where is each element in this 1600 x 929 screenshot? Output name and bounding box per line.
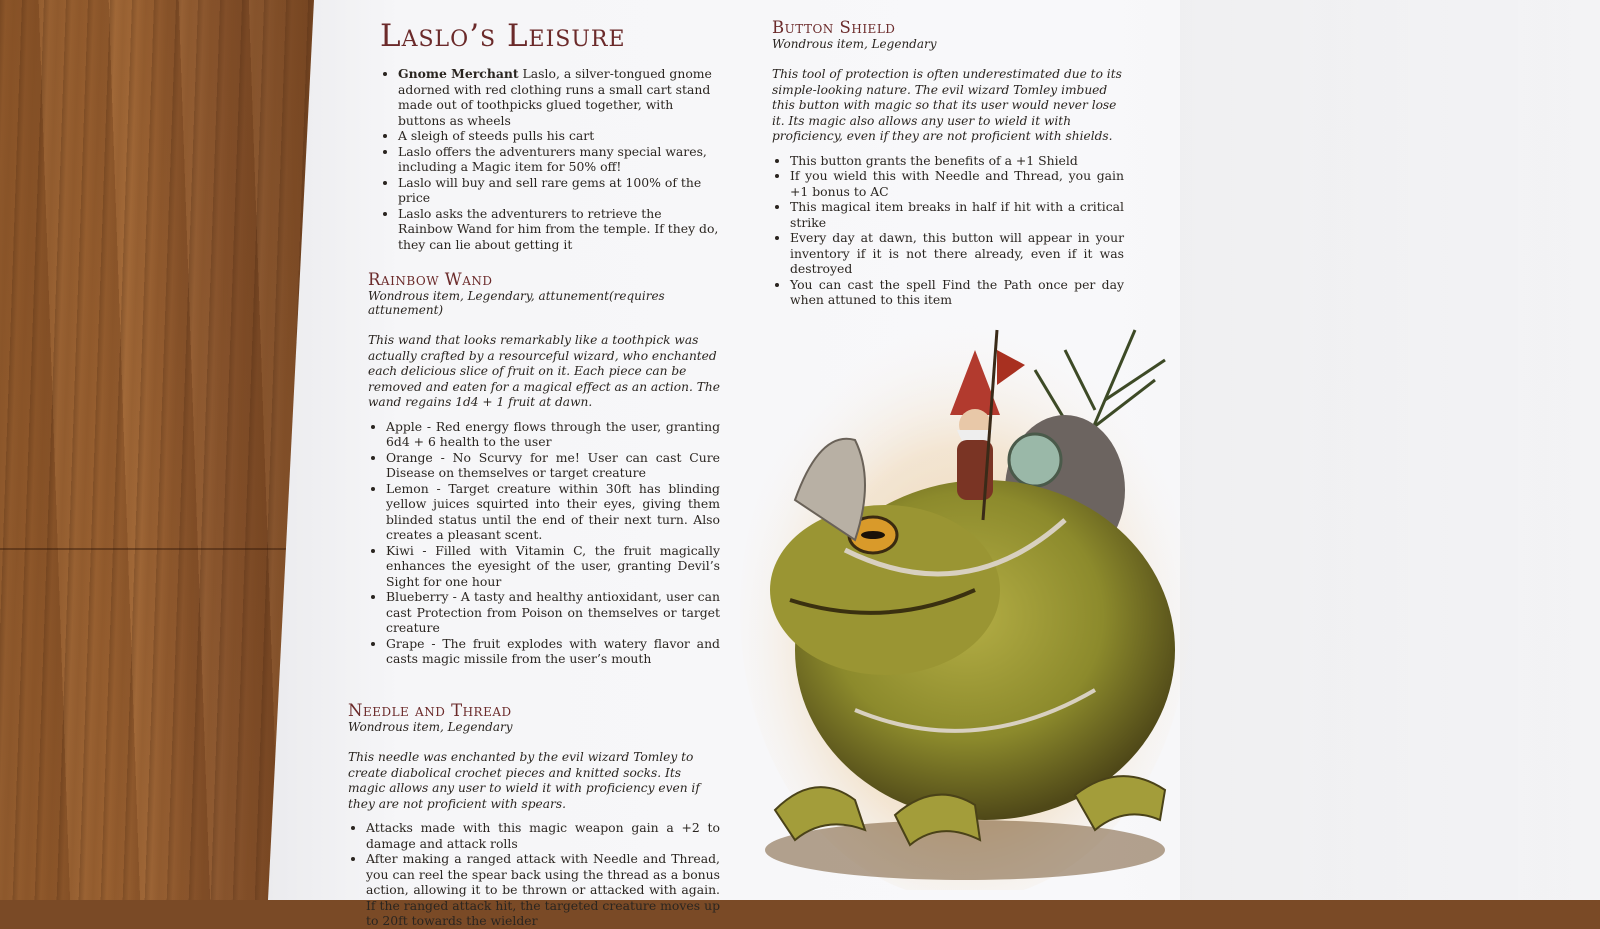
button-shield-title: Button Shield bbox=[772, 18, 896, 37]
list-item: • Attacks made with this magic weapon gain a +2 to damage and attack rolls bbox=[366, 820, 720, 851]
list-item: • Apple - Red energy flows through the user, granting 6d4 + 6 health to the user bbox=[386, 419, 720, 450]
list-item: • Laslo will buy and sell rare gems at 100% of the price bbox=[398, 175, 720, 206]
button-icon bbox=[1009, 434, 1061, 486]
page-title: Laslo’s Leisure bbox=[380, 18, 626, 54]
rainbow-wand-title: Rainbow Wand bbox=[368, 270, 493, 289]
illustration-graphic bbox=[735, 290, 1190, 890]
list-item: • Lemon - Target creature within 30ft has blinding yellow juices squirted into their eyes, giving them blinded status until the end of their next turn. Also creates a pleasant scent. bbox=[386, 481, 720, 543]
list-item: • Every day at dawn, this button will appear in your inventory if it is not there already, even if it was destroyed bbox=[790, 230, 1124, 277]
list-item: • This magical item breaks in half if hit with a critical strike bbox=[790, 199, 1124, 230]
list-item: • Kiwi - Filled with Vitamin C, the fruit magically enhances the eyesight of the user, granting Devil’s Sight for one hour bbox=[386, 543, 720, 590]
button-shield-subtitle: Wondrous item, Legendary bbox=[772, 37, 937, 51]
rainbow-wand-bullets bbox=[368, 419, 720, 667]
rainbow-wand-subtitle: Wondrous item, Legendary, attunement(requires attunement) bbox=[368, 289, 665, 317]
left-column bbox=[340, 18, 720, 929]
gnome-toad-illustration bbox=[735, 290, 1190, 890]
list-item bbox=[398, 66, 720, 128]
list-item: • You can cast the spell Find the Path once per day when attuned to this item bbox=[790, 277, 1124, 308]
rainbow-wand-section bbox=[368, 270, 720, 667]
needle-thread-description: This needle was enchanted by the evil wizard Tomley to create diabolical crochet pieces and knitted socks. Its magic allows any user to wield it with proficiency even if they are not proficient with spears. bbox=[348, 749, 700, 811]
wooden-table bbox=[0, 0, 320, 900]
list-item: • After making a ranged attack with Needle and Thread, you can reel the spear back using the thread as a bonus action, allowing it to be thrown or attacked with again. If the ranged attack hit, the targeted creature moves up to 20ft towards the wielder bbox=[366, 851, 720, 929]
rainbow-wand-description: This wand that looks remarkably like a toothpick was actually crafted by a resourceful wizard, who enchanted each delicious slice of fruit on it. Each piece can be removed and eaten for a magical effect as an action. The wand regains 1d4 + 1 fruit at dawn. bbox=[368, 333, 720, 410]
button-shield-description: This tool of protection is often underestimated due to its simple-looking nature. The evil wizard Tomley imbued this button with magic so that its user would never lose it. Its magic also allows any user to wield it with proficiency, even if they are not proficient with shields. bbox=[772, 67, 1122, 144]
list-item: • Blueberry - A tasty and healthy antioxidant, user can cast Protection from Poison on themselves or target creature bbox=[386, 589, 720, 636]
bullet-lead: Gnome Merchant bbox=[398, 66, 519, 81]
needle-thread-section bbox=[348, 701, 720, 929]
list-item: • Grape - The fruit explodes with watery flavor and casts magic missile from the user’s mouth bbox=[386, 636, 720, 667]
needle-thread-subtitle: Wondrous item, Legendary bbox=[348, 719, 513, 734]
list-item: • Orange - No Scurvy for me! User can cast Cure Disease on themselves or target creature bbox=[386, 450, 720, 481]
list-item: • This button grants the benefits of a +1 Shield bbox=[790, 153, 1124, 169]
list-item: • A sleigh of steeds pulls his cart bbox=[398, 128, 720, 144]
list-item: • Laslo asks the adventurers to retrieve the Rainbow Wand for him from the temple. If they do, they can lie about getting it bbox=[398, 206, 720, 253]
list-item: • Laslo offers the adventurers many special wares, including a Magic item for 50% off! bbox=[398, 144, 720, 175]
needle-thread-title: Needle and Thread bbox=[348, 700, 512, 720]
page-shading bbox=[1180, 0, 1600, 900]
needle-thread-bullets bbox=[348, 820, 720, 929]
list-item: • If you wield this with Needle and Thread, you gain +1 bonus to AC bbox=[790, 168, 1124, 199]
button-shield-bullets bbox=[772, 153, 1124, 308]
toad-pupil bbox=[861, 531, 885, 539]
bullet-text: Laslo, a silver-tongued gnome adorned with red clothing runs a small cart stand made out of toothpicks glued together, with buttons as wheels bbox=[398, 66, 712, 128]
right-column bbox=[772, 18, 1124, 308]
table-seam bbox=[0, 548, 290, 550]
laslo-bullet-list bbox=[380, 66, 720, 252]
